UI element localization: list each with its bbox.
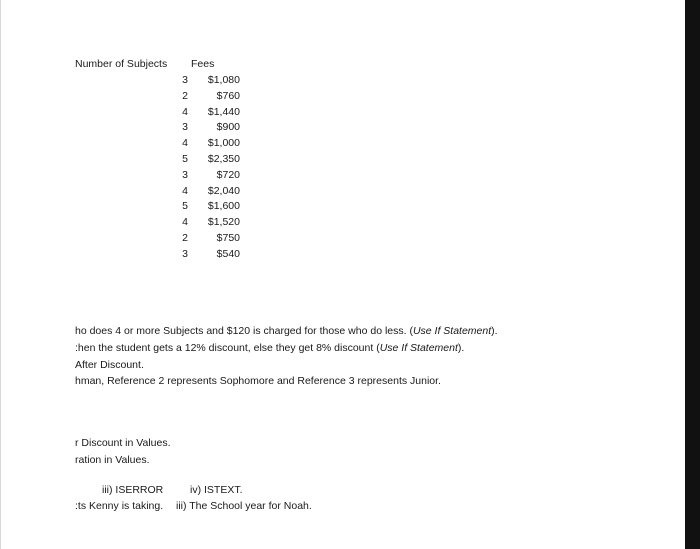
fees-cell: $760 [216, 89, 240, 102]
subjects-cell: 3 [182, 168, 188, 181]
fees-cell: $1,440 [207, 105, 240, 118]
table-row [0, 74, 260, 89]
header-number-of-subjects: Number of Subjects [75, 58, 168, 70]
format-note-1: r Discount in Values. [75, 437, 171, 449]
subjects-cell: 2 [182, 89, 188, 102]
question-kenny-subjects: :ts Kenny is taking. [75, 500, 164, 512]
table-row [0, 153, 260, 168]
instruction-line-3: After Discount. [75, 359, 144, 371]
table-row [0, 106, 260, 121]
format-note-2: ration in Values. [75, 454, 150, 466]
subjects-cell: 4 [182, 216, 188, 229]
fees-cell: $540 [216, 247, 240, 260]
subjects-cell: 4 [182, 137, 188, 150]
fees-cell: $1,520 [207, 216, 240, 229]
fees-cell: $1,600 [207, 200, 240, 213]
table-row [0, 90, 260, 105]
question-iii-iserror: iii) ISERROR [102, 484, 164, 496]
table-row [0, 232, 260, 247]
table-row [0, 121, 260, 136]
fees-cell: $750 [216, 232, 240, 244]
fees-cell: $900 [216, 121, 240, 134]
question-iii-school-year: iii) The School year for Noah. [176, 500, 312, 512]
table-row [0, 200, 260, 215]
subjects-cell: 3 [182, 74, 188, 86]
subjects-cell: 3 [182, 247, 188, 260]
header-fees: Fees [191, 58, 215, 70]
instruction-line-1: ho does 4 or more Subjects and $120 is charged for those who do less. (Use If Statement). [75, 325, 498, 337]
table-row [0, 185, 260, 200]
fees-cell: $2,040 [207, 184, 240, 197]
subjects-cell: 4 [182, 105, 188, 118]
dark-side-bar [685, 0, 700, 549]
table-row [0, 216, 260, 231]
subjects-cell: 3 [182, 121, 188, 134]
subjects-cell: 2 [182, 232, 188, 244]
instruction-line-4: hman, Reference 2 represents Sophomore and Reference 3 represents Junior. [75, 375, 441, 387]
fees-cell: $1,000 [207, 137, 240, 150]
subjects-cell: 4 [182, 184, 188, 197]
table-row [0, 137, 260, 152]
subjects-cell: 5 [182, 153, 188, 165]
fees-cell: $720 [216, 168, 240, 181]
question-iv-istext: iv) ISTEXT. [190, 484, 243, 496]
subjects-cell: 5 [182, 200, 188, 213]
instruction-line-2: :hen the student gets a 12% discount, else they get 8% discount (Use If Statement). [75, 342, 465, 354]
fees-cell: $1,080 [207, 74, 240, 86]
table-row [0, 169, 260, 184]
table-row [0, 248, 260, 263]
fees-cell: $2,350 [207, 153, 240, 165]
